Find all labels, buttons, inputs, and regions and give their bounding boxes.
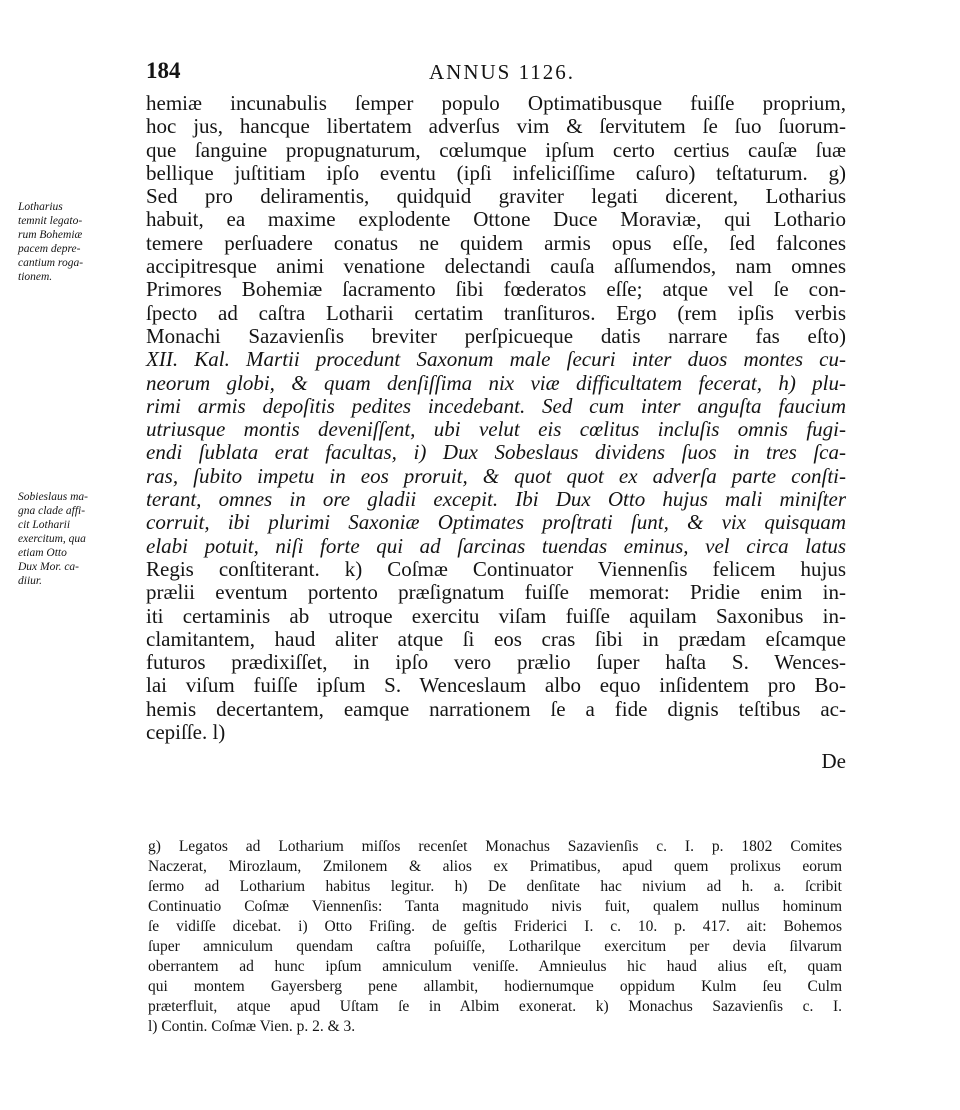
body-line: bellique juſtitiam ipſo eventu (ipſi infeliciſſime caſuro) teſtaturum. g) [146, 160, 846, 185]
footnote-line: l) Contin. Coſmæ Vien. p. 2. & 3. [148, 1018, 356, 1035]
page-number: 184 [146, 58, 181, 83]
body-text [146, 92, 846, 774]
margin-note-line: Dux Mor. ca- [18, 561, 79, 573]
footnote-line: qui montem Gayersberg pene allambit, hodiernumque oppidum Kulm ſeu Culm [148, 978, 842, 995]
body-line: ſpecto ad caſtra Lotharii certatim tranſituros. Ergo (rem ipſis verbis [146, 300, 846, 325]
page-header [146, 58, 846, 88]
body-line: futuros prædixiſſet, in ipſo vero prælio ſuper haſta S. Wences- [146, 650, 846, 675]
margin-note-line: cantium roga- [18, 257, 84, 269]
body-line-quote: endi ſublata erat facultas, i) Dux Sobeslaus dividens ſuos in tres ſca- [146, 440, 846, 465]
margin-note-line: diiur. [18, 575, 42, 587]
body-line: Regis conſtiterant. k) Coſmæ Continuator Viennenſis felicem hujus [146, 556, 846, 581]
body-line: habuit, ea maxime explodente Ottone Duce Moraviæ, qui Lothario [146, 207, 846, 232]
catchword: De [821, 749, 846, 774]
body-line-quote: XII. Kal. Martii procedunt Saxonum male ſecuri inter duos montes cu- [146, 347, 846, 372]
footnote-line: g) Legatos ad Lotharium miſſos recenſet Monachus Sazavienſis c. I. p. 1802 Comites [148, 838, 842, 855]
running-title: ANNUS 1126. [429, 60, 576, 84]
footnote-line: ſermo ad Lotharium habitus legitur. h) De denſitate hac nivium ad h. a. ſcribit [148, 878, 842, 895]
body-line: hemis decertantem, eamque narrationem ſe a fide dignis teſtibus ac- [146, 696, 846, 721]
body-line-quote: elabi potuit, niſi forte qui ad ſarcinas tuendas eminus, vel circa latus [146, 533, 846, 558]
body-line: hemiæ incunabulis ſemper populo Optimatibusque fuiſſe proprium, [146, 91, 846, 115]
body-line: Primores Bohemiæ ſacramento ſibi fœderatos eſſe; atque vel ſe con- [146, 277, 846, 302]
margin-note-line: etiam Otto [18, 547, 67, 559]
margin-note-lotharius [18, 200, 136, 284]
footnotes [148, 837, 842, 1037]
body-line: accipitresque animi venatione delectandi cauſa aſſumendos, nam omnes [146, 254, 846, 279]
body-line-quote: neorum globi, & quam denſiſſima nix viæ difficultatem fecerat, h) plu- [146, 370, 846, 395]
body-line: que ſanguine propugnaturum, cœlumque ipſum certo certius cauſæ ſuæ [146, 137, 846, 162]
body-line-quote: utriusque montis deveniſſent, ubi velut eis cœlitus incluſis omnis fugi- [146, 417, 846, 442]
margin-note-line: tionem. [18, 271, 53, 283]
footnote-line: ſuper amniculum quendam caſtra poſuiſſe, Lotharilque exercitum per devia ſilvarum [148, 938, 842, 955]
footnote-line: Continuatio Coſmæ Viennenſis: Tanta magnitudo nivis fuit, qualem nullus hominum [148, 898, 842, 915]
body-line-quote: ras, ſubito impetu in eos proruit, & quot quot ex adverſa parte conſti- [146, 463, 846, 488]
body-line: iti certaminis ab utroque exercitu viſam fuiſſe aquilam Saxonibus in- [146, 603, 846, 628]
margin-note-line: gna clade affi- [18, 505, 86, 517]
margin-note-line: Lotharius [18, 201, 63, 213]
body-line: Sed pro deliramentis, quidquid graviter legati dicerent, Lotharius [146, 184, 846, 209]
footnote-line: ſe vidiſſe dicebat. i) Otto Friſing. de geſtis Friderici I. c. 10. p. 417. ait: Bohemos [148, 918, 842, 935]
margin-note-sobieslaus [18, 490, 136, 588]
footnote-line: oberrantem ad hunc ipſum amniculum veniſſe. Amnieulus hic haud alius eſt, quam [148, 958, 842, 975]
footnote-line: Naczerat, Mirozlaum, Zmilonem & alios ex Primatibus, apud quem prolixus eorum [148, 858, 842, 875]
body-line: cepiſſe. l) [146, 720, 226, 745]
body-line: lai viſum fuiſſe ipſum S. Wenceslaum albo equo inſidentem pro Bo- [146, 673, 846, 698]
margin-note-line: Sobieslaus ma- [18, 491, 88, 503]
body-line-quote: terant, omnes in ore gladii excepit. Ibi Dux Otto hujus mali miniſter [146, 487, 846, 512]
body-line: Monachi Sazavienſis breviter perſpicueque datis narrare fas eſto) [146, 323, 846, 348]
margin-note-line: pacem depre- [18, 243, 81, 255]
margin-note-line: rum Bohemiæ [18, 229, 83, 241]
body-line-quote: corruit, ibi plurimi Saxoniæ Optimates proſtrati ſunt, & vix quisquam [146, 510, 846, 535]
body-line: clamitantem, haud aliter atque ſi eos cras ſibi in prædam eſcamque [146, 626, 846, 651]
margin-note-line: exercitum, qua [18, 533, 86, 545]
footnote-line: præterfluit, atque apud Uſtam ſe in Albim exonerat. k) Monachus Sazavienſis c. I. [148, 998, 842, 1015]
margin-note-line: cit Lotharii [18, 519, 71, 531]
body-line: prælii eventum portento præſignatum fuiſſe memorat: Pridie enim in- [146, 580, 846, 605]
body-line-quote: rimi armis depoſitis pedites incedebant. Sed cum inter anguſta faucium [146, 393, 846, 418]
body-line: temere perſuadere conatus ne quidem armis opus eſſe, ſed falcones [146, 230, 846, 255]
margin-note-line: temnit legato- [18, 215, 83, 227]
body-line: hoc jus, hancque libertatem adverſus vim & ſervitutem ſe ſuo ſuorum- [146, 114, 846, 139]
